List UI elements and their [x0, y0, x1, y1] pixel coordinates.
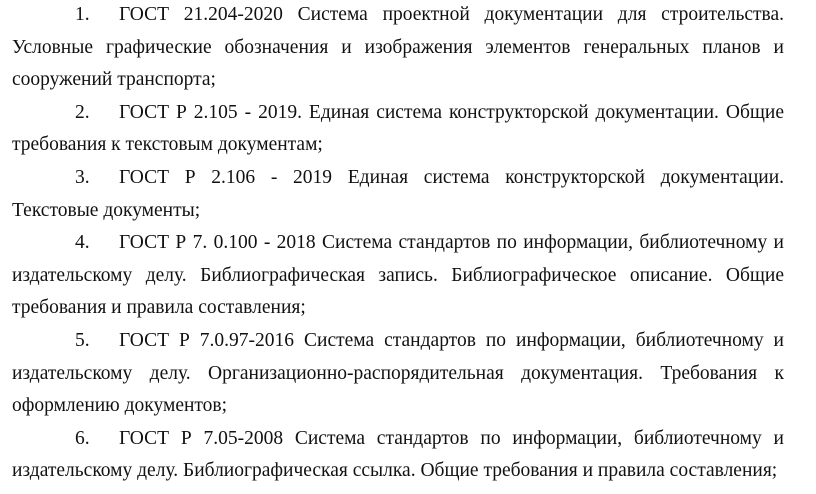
list-item [12, 227, 784, 325]
item-number: 5. [75, 329, 90, 351]
item-number: 6. [75, 427, 90, 449]
item-number: 4. [75, 232, 90, 254]
list-item [12, 423, 784, 488]
item-text: ГОСТ Р 7.05-2008 Система стандартов по информации, библиотечному и издательскому делу. Библиографическая ссылка. Общие требования и правила составления; [12, 427, 784, 482]
list-item [12, 97, 784, 162]
item-text: ГОСТ Р 7. 0.100 - 2018 Система стандартов по информации, библиотечному и издательскому делу. Библиографическая запись. Библиографическое описание. Общие требования и правила составления; [12, 232, 784, 319]
list-item [12, 0, 784, 97]
item-number: 1. [75, 4, 90, 25]
document-page [12, 0, 784, 488]
list-item [12, 325, 784, 423]
item-number: 2. [75, 101, 90, 123]
item-text: ГОСТ Р 7.0.97-2016 Система стандартов по информации, библиотечному и издательскому делу. Организационно-распорядительная документация. Требования к оформлению документов; [12, 329, 784, 417]
list-item [12, 162, 784, 227]
item-number: 3. [75, 166, 90, 188]
item-text: ГОСТ Р 2.106 - 2019 Единая система конструкторской документации. Текстовые документы; [12, 166, 784, 221]
item-text: ГОСТ Р 2.105 - 2019. Единая система конструкторской документации. Общие требования к текстовым документам; [12, 101, 784, 156]
item-text: ГОСТ 21.204-2020 Система проектной документации для строительства. Условные графические обозначения и изображения элементов генеральных планов и сооружений транспорта; [12, 4, 784, 91]
